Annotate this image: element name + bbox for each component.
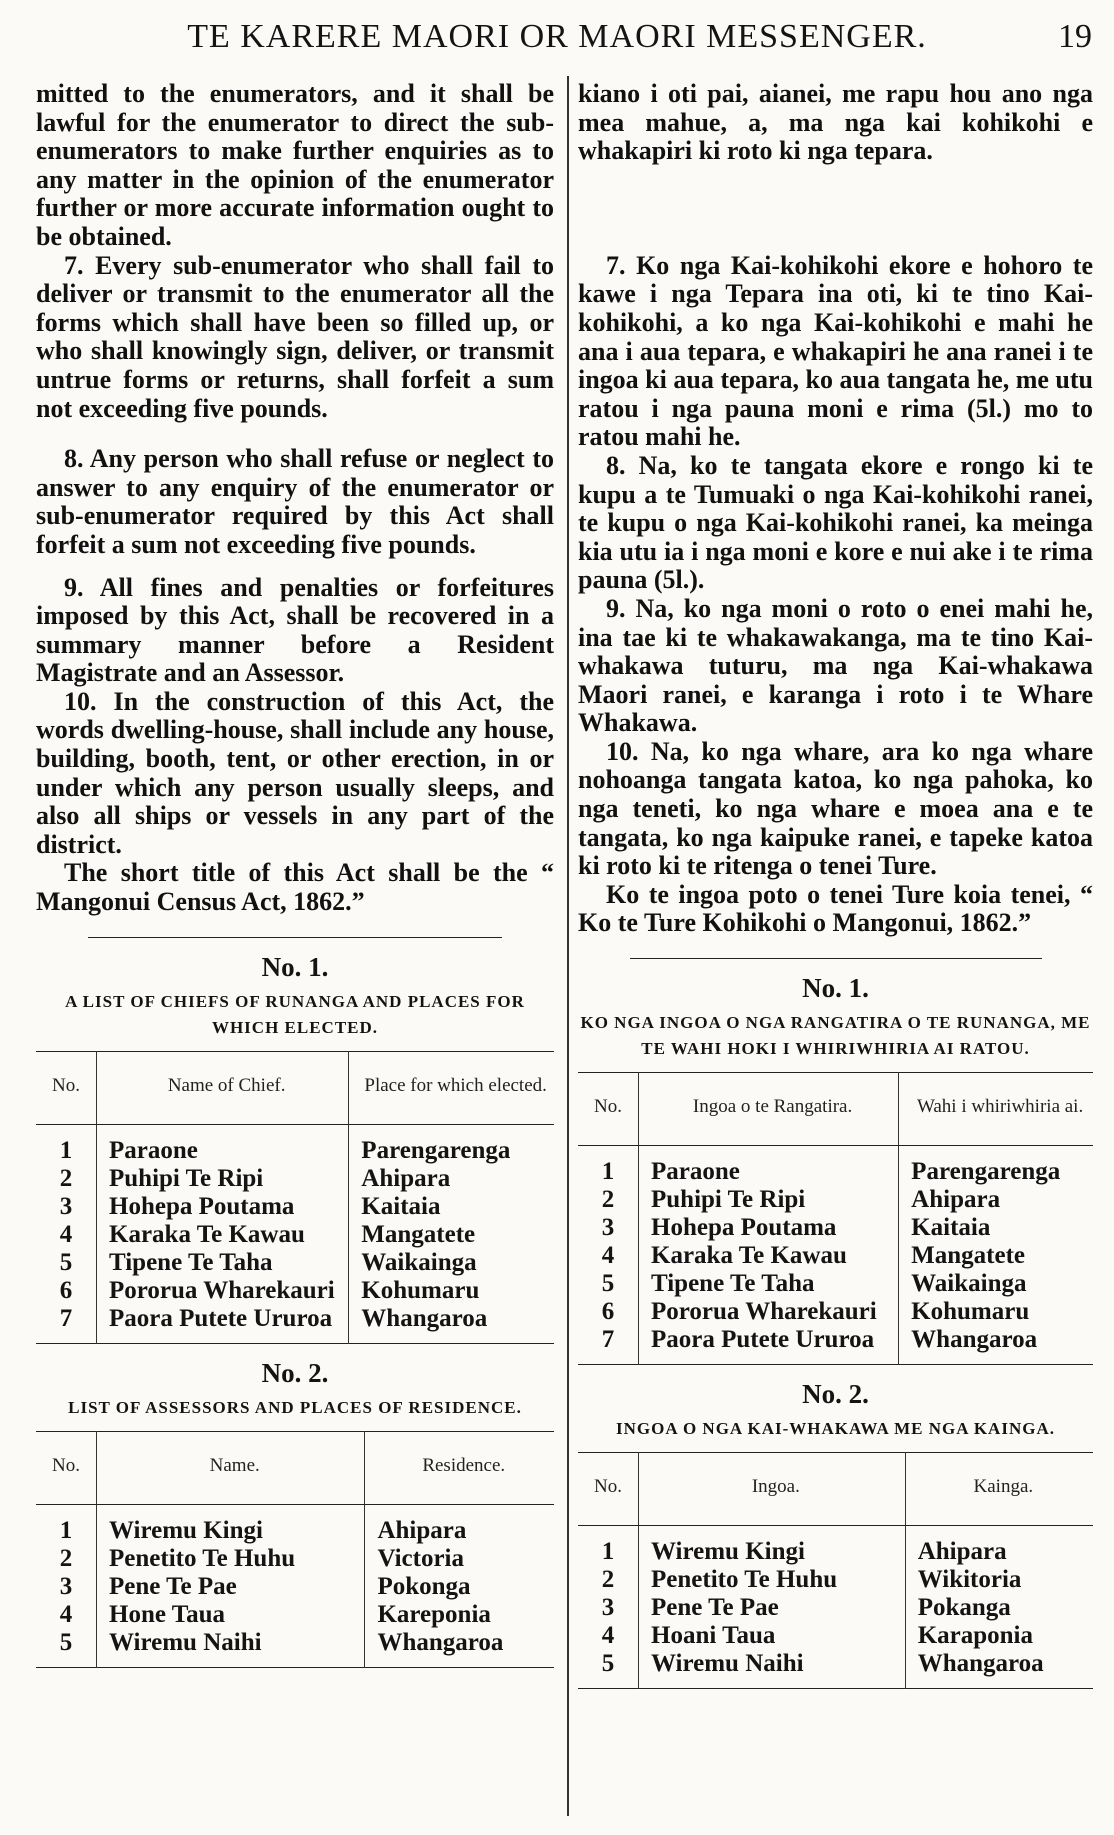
chiefs-table	[36, 1051, 554, 1344]
row-number: 1	[578, 1146, 639, 1187]
chief-name: Tipene Te Taha	[639, 1270, 899, 1298]
assessor-name: Pene Te Pae	[639, 1594, 906, 1622]
maori-paragraph-continuation: kiano i oti pai, aianei, me rapu hou ano nga mea mahue, a, ma nga kai kohikohi e whakapiri ki roto ki nga tepara.	[578, 79, 1093, 166]
column-header-name: Name of Chief.	[97, 1051, 349, 1124]
maori-section-9: 9. Na, ko nga moni o roto o enei mahi he, ina tae ki te whakawakanga, ma te tino Kai-whakawa tuturu, ma nga Kai-whakawa Maori ranei, e karanga i roto i te Whare Whakawa.	[578, 593, 1093, 738]
chief-name: Paraone	[639, 1146, 899, 1187]
row-number: 6	[36, 1277, 97, 1305]
place-name: Mangatete	[361, 1220, 476, 1248]
place-name: Mangatete	[911, 1242, 1026, 1270]
english-paragraph-continuation: mitted to the enumerators, and it shall be lawful for the enumerator to direct the sub-enumerators to make further enquiries as to any matter in the opinion of the enumerator further or more accurate information ought to be obtained.	[36, 79, 554, 251]
chief-name: Tipene Te Taha	[97, 1249, 349, 1277]
column-header-no: No.	[578, 1453, 639, 1526]
place-name: Waikainga	[361, 1248, 477, 1276]
place-name: Parengarenga	[911, 1158, 1061, 1186]
table-row	[578, 1526, 1093, 1567]
residence-name: Victoria	[377, 1544, 464, 1572]
table-row	[578, 1622, 1093, 1650]
row-number: 3	[578, 1214, 639, 1242]
table-row	[36, 1504, 554, 1545]
table-row	[578, 1146, 1093, 1187]
row-number: 5	[36, 1249, 97, 1277]
page-header	[0, 18, 1114, 68]
column-header-residence: Residence.	[365, 1431, 554, 1504]
table-row	[578, 1326, 1093, 1365]
chief-name: Karaka Te Kawau	[639, 1242, 899, 1270]
list-heading: INGOA O NGA KAI-WHAKAWA ME NGA KAINGA.	[616, 1419, 1055, 1439]
list-number: No. 2.	[802, 1379, 869, 1410]
rangatira-table	[578, 1072, 1093, 1365]
column-header-name: Name.	[97, 1431, 365, 1504]
place-name: Parengarenga	[361, 1136, 511, 1164]
row-number: 5	[578, 1650, 639, 1689]
list-number: No. 1.	[802, 973, 869, 1004]
column-header-no: No.	[36, 1051, 97, 1124]
table-header-row	[36, 1431, 554, 1504]
table-row	[36, 1545, 554, 1573]
place-name: Whangaroa	[361, 1304, 488, 1332]
table-row	[36, 1124, 554, 1165]
table-row	[578, 1270, 1093, 1298]
english-column	[36, 80, 554, 1668]
list-heading: LIST OF ASSESSORS AND PLACES OF RESIDENCE.	[68, 1397, 522, 1417]
table-row	[578, 1650, 1093, 1689]
assessor-name: Wiremu Naihi	[639, 1650, 906, 1689]
row-number: 6	[578, 1298, 639, 1326]
assessor-name: Penetito Te Huhu	[97, 1545, 365, 1573]
assessor-name: Wiremu Kingi	[97, 1504, 365, 1545]
maori-section-8: 8. Na, ko te tangata ekore e rongo ki te kupu a te Tumuaki o nga Kai-kohikohi ranei, te kupu o nga Kai-kohikohi ranei, ka meinga kia utu ia i nga moni e kore e nui ake i te rima pauna (5l.).	[578, 450, 1093, 595]
place-name: Waikainga	[911, 1270, 1027, 1298]
list-heading: KO NGA INGOA O NGA RANGATIRA O TE RUNANGA, ME TE WAHI HOKI I WHIRIWHIRIA AI RATOU.	[580, 1013, 1091, 1059]
chief-name: Hohepa Poutama	[97, 1193, 349, 1221]
row-number: 3	[36, 1573, 97, 1601]
place-name: Kaitaia	[361, 1192, 441, 1220]
assessor-name: Hone Taua	[97, 1601, 365, 1629]
section-rule	[630, 958, 1042, 959]
table-header-row	[36, 1051, 554, 1124]
place-name: Whangaroa	[911, 1326, 1038, 1354]
table-row	[578, 1594, 1093, 1622]
english-section-8: 8. Any person who shall refuse or neglect to answer to any enquiry of the enumerator or sub-enumerator required by this Act shall forfeit a sum not exceeding five pounds.	[36, 444, 554, 559]
column-header-place: Wahi i whiriwhiria ai.	[899, 1073, 1093, 1146]
chief-name: Pororua Wharekauri	[97, 1277, 349, 1305]
row-number: 4	[578, 1242, 639, 1270]
place-name: Ahipara	[911, 1186, 1001, 1214]
table-row	[36, 1249, 554, 1277]
maori-section-10: 10. Na, ko nga whare, ara ko nga whare nohoanga tangata katoa, ko nga pahoka, ko nga teneti, ko nga whare e moea ana e te tangata, ko nga kaipuke ranei, e tapeke katoa ki roto ki te ritenga o tenei Ture.	[578, 736, 1093, 881]
place-name: Kaitaia	[911, 1214, 991, 1242]
column-header-name: Ingoa.	[639, 1453, 906, 1526]
chief-name: Puhipi Te Ripi	[97, 1165, 349, 1193]
page-number: 19	[1058, 18, 1092, 55]
table-row	[36, 1193, 554, 1221]
table-row	[578, 1298, 1093, 1326]
english-section-9: 9. All fines and penalties or forfeitures imposed by this Act, shall be recovered in a summary manner before a Resident Magistrate and an Assessor.	[36, 572, 554, 688]
table-row	[36, 1165, 554, 1193]
row-number: 7	[36, 1305, 97, 1344]
place-name: Ahipara	[361, 1164, 451, 1192]
table-row	[578, 1186, 1093, 1214]
row-number: 4	[36, 1601, 97, 1629]
residence-name: Whangaroa	[377, 1628, 504, 1656]
row-number: 5	[578, 1270, 639, 1298]
row-number: 2	[36, 1165, 97, 1193]
table-row	[36, 1305, 554, 1344]
table-header-row	[578, 1453, 1093, 1526]
table-row	[36, 1601, 554, 1629]
assessor-name: Wiremu Kingi	[639, 1526, 906, 1567]
chief-name: Pororua Wharekauri	[639, 1298, 899, 1326]
row-number: 3	[578, 1594, 639, 1622]
row-number: 1	[578, 1526, 639, 1567]
column-header-no: No.	[36, 1431, 97, 1504]
row-number: 4	[36, 1221, 97, 1249]
table-row	[36, 1277, 554, 1305]
column-header-no: No.	[578, 1073, 639, 1146]
row-number: 3	[36, 1193, 97, 1221]
english-section-10: 10. In the construction of this Act, the words dwelling-house, shall include any house, building, booth, tent, or other erection, in or under which any person usually sleeps, and also all ships or vessels in any part of the district.	[36, 686, 554, 859]
row-number: 2	[578, 1186, 639, 1214]
row-number: 4	[578, 1622, 639, 1650]
chief-name: Hohepa Poutama	[639, 1214, 899, 1242]
assessor-name: Penetito Te Huhu	[639, 1566, 906, 1594]
chief-name: Karaka Te Kawau	[97, 1221, 349, 1249]
row-number: 5	[36, 1629, 97, 1668]
place-name: Kohumaru	[911, 1298, 1030, 1326]
list-number: No. 1.	[261, 951, 329, 982]
english-section-7: 7. Every sub-enumerator who shall fail to deliver or transmit to the enumerator all the forms which shall have been so filled up, or who shall knowingly sign, deliver, or transmit untrue forms or returns, shall forfeit a sum not exceeding five pounds.	[36, 250, 554, 423]
maori-short-title: Ko te ingoa poto o tenei Ture koia tenei, “ Ko te Ture Kohikohi o Mangonui, 1862.”	[578, 879, 1093, 938]
residence-name: Ahipara	[917, 1538, 1007, 1566]
residence-name: Kareponia	[377, 1600, 491, 1628]
row-number: 1	[36, 1124, 97, 1165]
maori-column	[578, 80, 1093, 1689]
list-number: No. 2.	[261, 1357, 329, 1388]
residence-name: Whangaroa	[917, 1650, 1044, 1678]
kaiwhakawa-table	[578, 1452, 1093, 1689]
maori-section-7: 7. Ko nga Kai-kohikohi ekore e hohoro te kawe i nga Tepara ina oti, ki te tino Kai-kohikohi, a ko nga Kai-kohikohi e mahi he ana i aua tepara, e whakapiri he ana ranei i te ingoa ki aua tepara, ko aua tangata he, me utu ratou i nga pauna moni e rima (5l.) mo to ratou mahi he.	[578, 250, 1093, 452]
chief-name: Paraone	[97, 1124, 349, 1165]
row-number: 7	[578, 1326, 639, 1365]
table-row	[578, 1214, 1093, 1242]
assessors-table	[36, 1431, 554, 1668]
section-rule	[88, 937, 502, 938]
residence-name: Pokonga	[377, 1572, 471, 1600]
residence-name: Ahipara	[377, 1516, 467, 1544]
column-divider	[567, 76, 569, 1816]
masthead-title: TE KARERE MAORI OR MAORI MESSENGER.	[187, 18, 927, 55]
assessor-name: Wiremu Naihi	[97, 1629, 365, 1668]
residence-name: Karaponia	[917, 1622, 1033, 1650]
row-number: 2	[36, 1545, 97, 1573]
place-name: Kohumaru	[361, 1276, 480, 1304]
column-header-residence: Kainga.	[905, 1453, 1093, 1526]
table-row	[36, 1629, 554, 1668]
english-short-title: The short title of this Act shall be the “ Mangonui Census Act, 1862.”	[36, 858, 554, 917]
chief-name: Paora Putete Ururoa	[97, 1305, 349, 1344]
chief-name: Puhipi Te Ripi	[639, 1186, 899, 1214]
list-heading: A LIST OF CHIEFS OF RUNANGA AND PLACES FOR WHICH ELECTED.	[65, 991, 525, 1037]
column-header-place: Place for which elected.	[349, 1051, 554, 1124]
column-header-name: Ingoa o te Rangatira.	[639, 1073, 899, 1146]
assessor-name: Hoani Taua	[639, 1622, 906, 1650]
table-header-row	[578, 1073, 1093, 1146]
row-number: 1	[36, 1504, 97, 1545]
table-row	[36, 1573, 554, 1601]
table-row	[578, 1242, 1093, 1270]
assessor-name: Pene Te Pae	[97, 1573, 365, 1601]
residence-name: Pokanga	[917, 1594, 1011, 1622]
chief-name: Paora Putete Ururoa	[639, 1326, 899, 1365]
row-number: 2	[578, 1566, 639, 1594]
table-row	[36, 1221, 554, 1249]
residence-name: Wikitoria	[917, 1566, 1022, 1594]
table-row	[578, 1566, 1093, 1594]
